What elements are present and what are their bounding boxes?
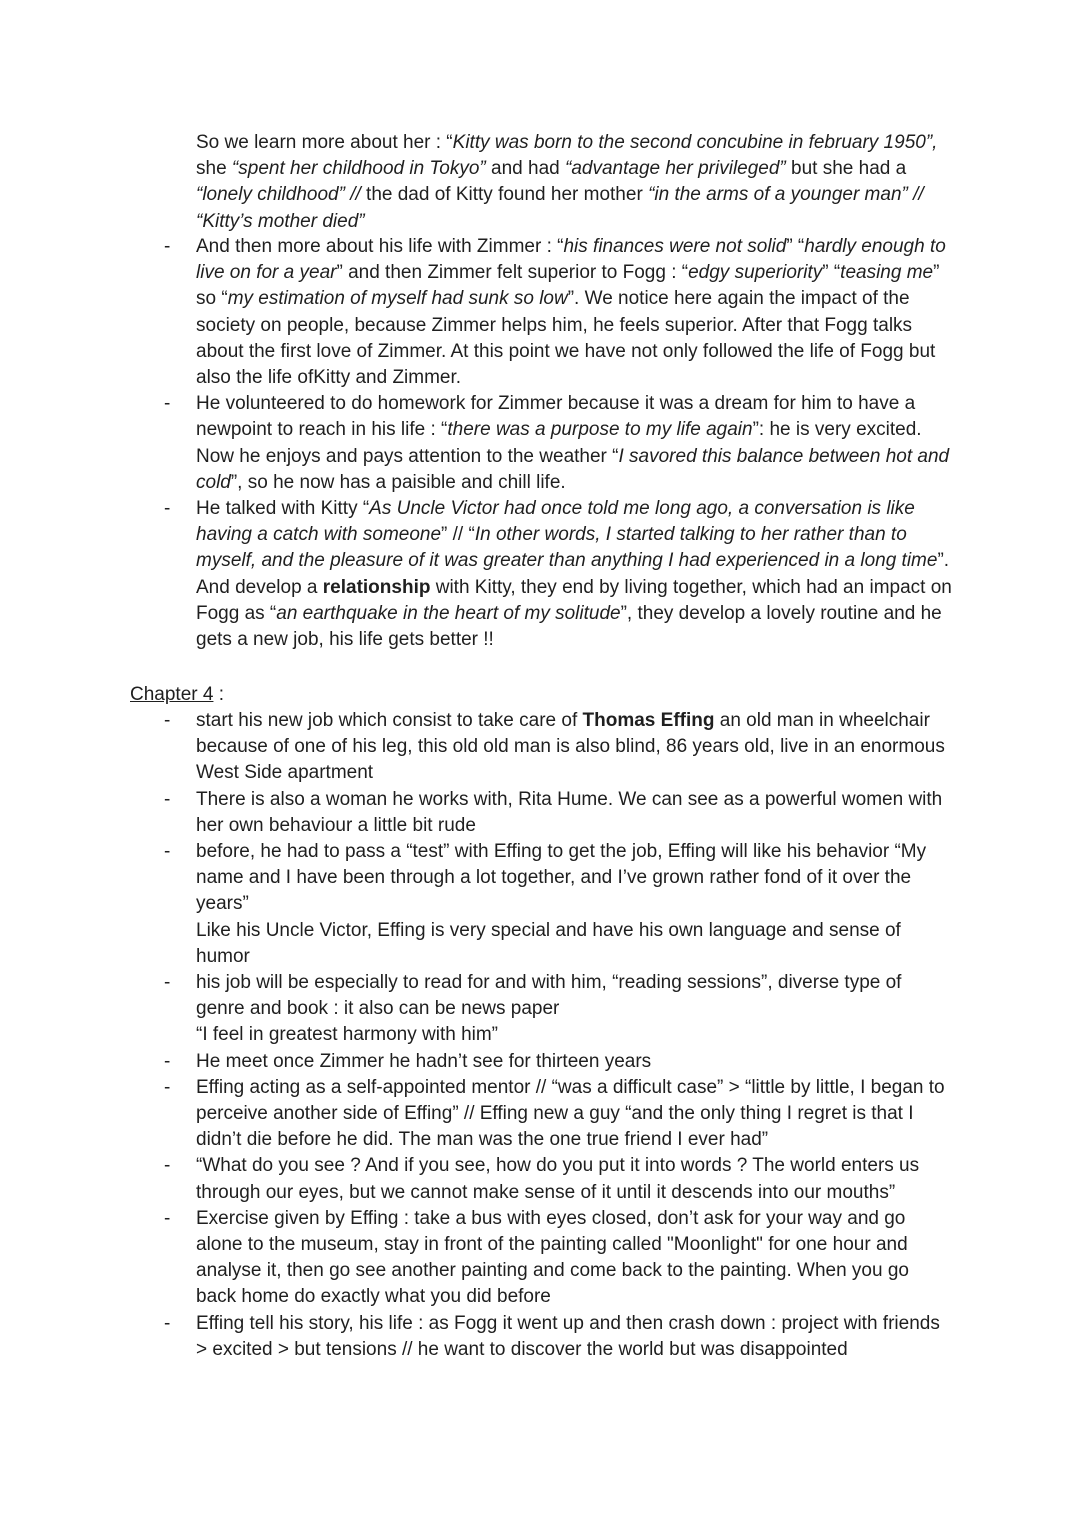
text-run: his finances were not solid	[563, 236, 787, 257]
list-item	[196, 391, 952, 496]
text-run: There is also a woman he works with, Rita Hume. We can see as a powerful women with her own behaviour a little bit rude	[196, 788, 943, 836]
text-run: with Kitty, they end by living together, which had an impact on Fogg as “	[196, 576, 952, 624]
text-run: she	[196, 158, 232, 180]
chapter-title-colon: :	[213, 684, 225, 705]
text-run: “spent her childhood in Tokyo”	[231, 158, 486, 180]
text-run: “What do you see ? And if you see, how do you put it into words ? The world enters us through our eyes, but we cannot make sense of it until it descends into our mouths”	[196, 1155, 920, 1203]
list-item	[196, 234, 952, 391]
text-run: but she had a	[785, 158, 907, 180]
chapter-heading	[130, 682, 224, 708]
text-run: As Uncle Victor had once told me long ago, a conversation is like having a catch with someone	[196, 498, 915, 546]
list-item	[196, 1206, 952, 1311]
list-item-continuation: “I feel in greatest harmony with him”	[196, 1024, 499, 1046]
text-run: ” and then Zimmer felt superior to Fogg : “	[336, 262, 689, 284]
text-run: In other words, I started talking to her rather than to myself, and the pleasure of it was greater than anything I had experienced in a long time	[196, 524, 938, 572]
text-run: And then more about his life with Zimmer : “	[196, 236, 564, 257]
text-run: and had	[485, 158, 566, 180]
list-item	[196, 970, 952, 1049]
list-item	[196, 1049, 952, 1075]
text-run: my estimation of myself had sunk so low	[227, 288, 568, 310]
text-run: an old man in wheelchair because of one of his leg, this old old man is also blind, 86 years old, live in an enormous West Side apartment	[196, 710, 945, 784]
text-run: relationship	[322, 576, 431, 598]
text-run: Exercise given by Effing : take a bus with eyes closed, don’t ask for your way and go alone to the museum, stay in front of the painting called "Moonlight" for one hour and analyse it, then go see another painting and come back to the painting. When you go back home do exactly what you did before	[196, 1207, 909, 1308]
text-run: an earthquake in the heart of my solitude	[276, 602, 621, 624]
text-run: “in the arms of a younger man” // “Kitty’s mother died”	[196, 184, 924, 232]
text-run: Kitty was born to the second concubine in february 1950”,	[452, 132, 938, 153]
text-run: “lonely childhood” //	[196, 184, 361, 206]
text-run: ” so “	[196, 262, 940, 310]
text-run: ”. And develop a	[196, 550, 950, 598]
text-run: ”. We notice here again the impact of the society on people, because Zimmer helps him, he feels superior. After that Fogg talks about the first love of Zimmer. At this point we have not only followed the life of Fogg but also the life ofKitty and Zimmer.	[196, 288, 936, 389]
text-run: So we learn more about her : “	[196, 132, 453, 153]
list-item-text	[196, 970, 952, 1022]
text-run: the dad of Kitty found her mother	[360, 184, 649, 206]
list-item	[196, 496, 952, 653]
text-run: He volunteered to do homework for Zimmer because it was a dream for him to have a newpoint to reach in his life : “	[196, 393, 916, 441]
list-item-text	[196, 839, 952, 918]
text-run: edgy superiority	[688, 262, 823, 284]
notes-list-chapter-4	[196, 708, 952, 1363]
list-item-text	[196, 1311, 952, 1363]
text-run: hardly enough to live on for a year	[196, 236, 946, 284]
list-item	[196, 1311, 952, 1363]
text-run: there was a purpose to my life again	[447, 419, 753, 441]
notes-list-chapter-3	[196, 234, 952, 653]
list-item-text	[196, 787, 952, 839]
text-run: Effing tell his story, his life : as Fogg it went up and then crash down : project with friends > excited > but tensions // he want to discover the world but was disappointed	[196, 1312, 940, 1360]
text-run: Effing acting as a self-appointed mentor // “was a difficult case” > “little by little, I began to perceive another side of Effing” // Effing new a guy “and the only thing I regret is that I didn’t die before he did. The man was the one true friend I ever had”	[196, 1076, 945, 1151]
list-item-text	[196, 391, 952, 496]
text-run: He talked with Kitty “	[196, 498, 370, 520]
chapter-title: Chapter 4	[130, 684, 214, 705]
text-run: teasing me	[840, 262, 934, 284]
list-item-text	[196, 1075, 952, 1154]
text-run: ” // “	[441, 524, 475, 546]
text-run: ” “	[786, 236, 805, 257]
list-item	[196, 839, 952, 970]
list-item	[196, 1075, 952, 1154]
text-run: I savored this balance between hot and cold	[196, 445, 950, 493]
list-item-text	[196, 496, 952, 653]
text-run: ”, so he now has a paisible and chill life.	[230, 471, 566, 493]
text-run: He meet once Zimmer he hadn’t see for thirteen years	[196, 1050, 652, 1072]
text-run: start his new job which consist to take care of	[196, 710, 583, 731]
list-item	[196, 708, 952, 787]
text-run: before, he had to pass a “test” with Effing to get the job, Effing will like his behavior “My name and I have been through a lot together, and I’ve grown rather fond of it over the years”	[196, 841, 927, 915]
text-run: ”: he is very excited. Now he enjoys and pays attention to the weather “	[196, 419, 922, 467]
list-item	[196, 787, 952, 839]
intro-paragraph	[196, 130, 952, 235]
list-item-text	[196, 1049, 952, 1075]
text-run: his job will be especially to read for and with him, “reading sessions”, diverse type of genre and book : it also can be news paper	[196, 972, 902, 1020]
text-run: Thomas Effing	[582, 710, 715, 731]
list-item-text	[196, 708, 952, 787]
text-run: ”, they develop a lovely routine and he gets a new job, his life gets better !!	[196, 602, 942, 651]
list-item-text	[196, 1153, 952, 1205]
list-item	[196, 1153, 952, 1205]
text-run: ” “	[822, 262, 841, 284]
list-item-text	[196, 234, 952, 391]
list-item-continuation: Like his Uncle Victor, Effing is very special and have his own language and sense of humor	[196, 919, 901, 967]
text-run: “advantage her privileged”	[565, 158, 786, 180]
list-item-text	[196, 1206, 952, 1311]
